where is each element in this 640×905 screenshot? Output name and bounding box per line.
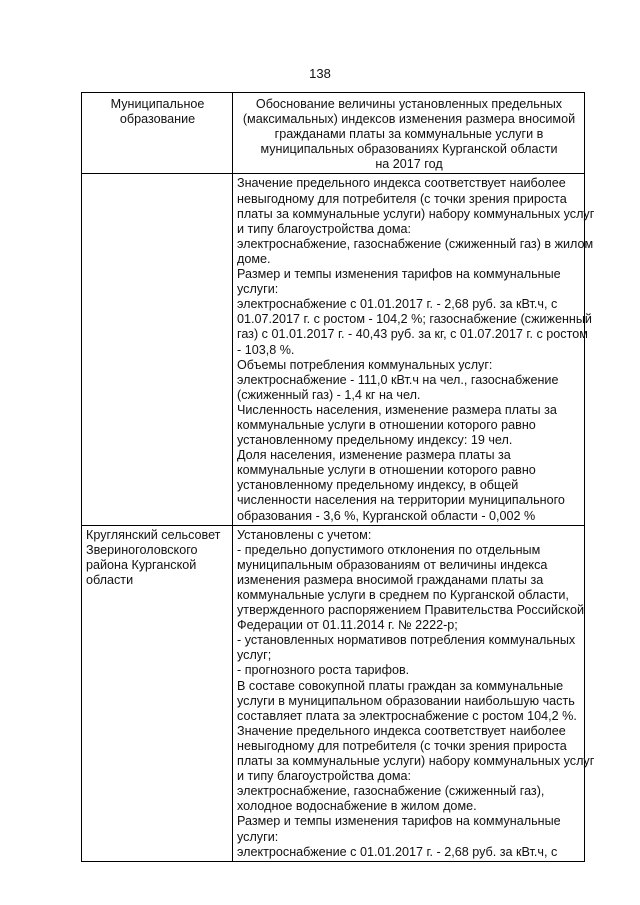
text-line: электроснабжение - 111,0 кВт.ч на чел., газоснабжение [237,372,559,387]
text-line: электроснабжение с 01.01.2017 г. - 2,68 руб. за кВт.ч, с [237,844,558,859]
municipality-line: Звериноголовского [86,542,198,557]
text-line: электроснабжение, газоснабжение (сжиженный газ) в жилом [237,236,594,251]
text-line: платы за коммунальные услуги) набору коммунальных услуг [237,206,595,221]
text-line: электроснабжение, газоснабжение (сжиженный газ), [237,784,545,799]
text-line: установленному предельному индексу: 19 чел. [237,433,513,448]
page-number: 138 [309,66,331,81]
text-line: Значение предельного индекса соответствует наиболее [237,176,566,191]
text-line: Размер и темпы изменения тарифов на коммунальные [237,814,561,829]
text-line: и типу благоустройства дома: [237,221,412,236]
municipality-line: района Курганской [86,557,197,572]
text-line: коммунальные услуги в отношении которого равно [237,417,536,432]
text-line: численности населения на территории муниципального [237,493,565,508]
justification-cell [233,525,595,861]
header-text-line: Обоснование величины установленных предельных [255,97,563,111]
table-row [82,525,585,861]
text-line: Размер и темпы изменения тарифов на коммунальные [237,267,561,282]
text-line: и типу благоустройства дома: [237,769,412,784]
text-line: Численность населения, изменение размера платы за [237,402,557,417]
text-line: газ) с 01.01.2017 г. - 40,43 руб. за кг, с 01.07.2017 г. с ростом [237,327,588,342]
justification-cell [233,174,595,525]
text-line: Установлены с учетом: [237,527,372,542]
text-line: В составе совокупной платы граждан за коммунальные [237,678,564,693]
municipality-line: области [86,572,134,587]
text-line: услуги: [237,282,279,297]
header-text-line: образование [119,112,196,127]
text-line: - прогнозного роста тарифов. [237,663,410,678]
text-line: платы за коммунальные услуги) набору коммунальных услуг [237,754,595,769]
text-line: доме. [237,251,271,266]
text-line: невыгодному для потребителя (с точки зрения прироста [237,191,567,206]
text-line: услуги: [237,829,279,844]
text-line: - предельно допустимого отклонения по отдельным [237,542,541,557]
text-line: 01.07.2017 г. с ростом - 104,2 %; газоснабжение (сжиженный [237,312,592,327]
justification-table [81,92,595,862]
text-line: утвержденного распоряжением Правительства Российской [237,603,585,618]
text-line: коммунальные услуги в отношении которого равно [237,463,536,478]
text-line: - установленных нормативов потребления коммунальных [237,633,576,648]
text-line: коммунальные услуги в среднем по Курганской области, [237,588,569,602]
text-line: невыгодному для потребителя (с точки зрения прироста [237,738,567,753]
text-line: муниципальным образованиям от величины индекса [237,557,548,572]
text-line: Федерации от 01.11.2014 г. № 2222-р; [237,618,458,633]
municipality-cell [82,174,233,525]
text-line: услуг; [237,648,272,663]
header-text-line: гражданами платы за коммунальные услуги в [274,127,544,142]
table-header-row [82,93,585,174]
text-line: холодное водоснабжение в жилом доме. [237,799,477,814]
text-line: образования - 3,6 %, Курганской области - 0,002 % [237,508,536,523]
municipality-cell [82,525,233,861]
text-line: изменения размера вносимой гражданами платы за [237,572,544,587]
text-line: установленному предельному индексу, в общей [237,478,519,493]
text-line: услуги в муниципальном образовании наибольшую часть [237,693,575,708]
text-line: (сжиженный газ) - 1,4 кг на чел. [237,387,421,402]
text-line: электроснабжение с 01.01.2017 г. - 2,68 руб. за кВт.ч, с [237,297,558,312]
text-line: - 103,8 %. [237,342,295,357]
header-text-line: (максимальных) индексов изменения размера вносимой [242,112,576,127]
table-row [82,174,585,525]
header-justification-cell [233,93,585,174]
header-text-line: Муниципальное [110,97,205,111]
text-line: составляет плата за электроснабжение с ростом 104,2 %. [237,708,577,723]
header-text-line: на 2017 год [375,157,443,172]
text-line: Доля населения, изменение размера платы за [237,448,511,463]
header-municipality-cell [82,93,233,174]
header-text-line: муниципальных образованиях Курганской области [260,142,558,157]
text-line: Объемы потребления коммунальных услуг: [237,357,493,372]
text-line: Значение предельного индекса соответствует наиболее [237,723,566,738]
municipality-line: Круглянский сельсовет [86,527,221,542]
